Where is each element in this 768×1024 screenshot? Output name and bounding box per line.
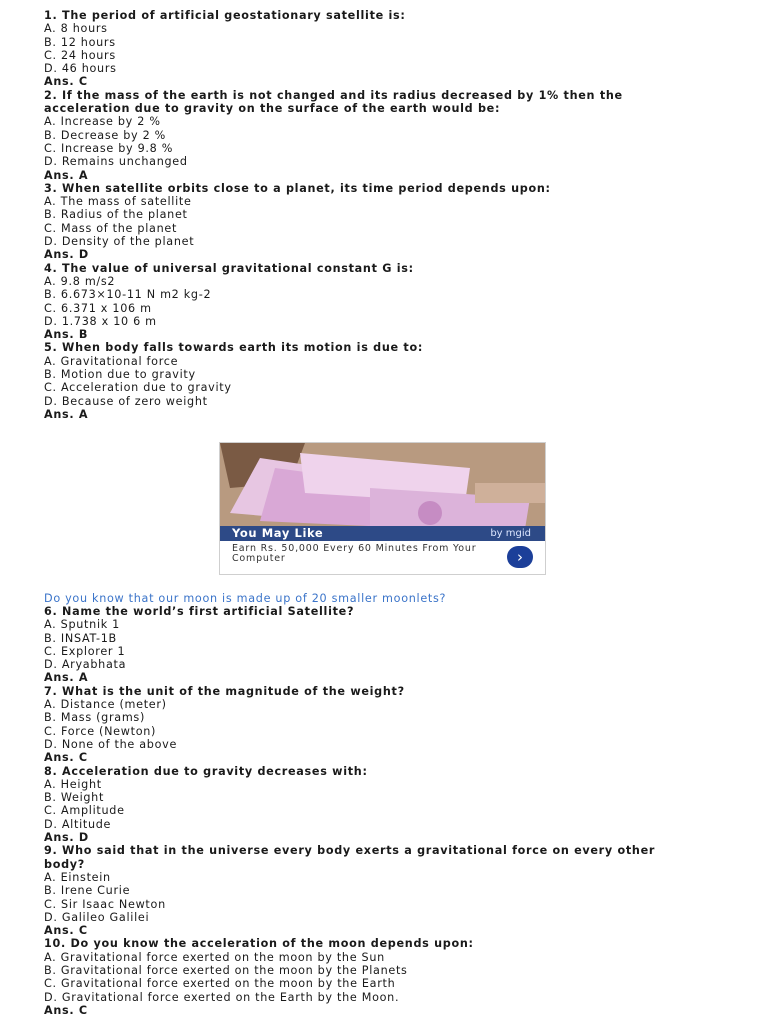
answer-text: Ans. A (44, 168, 89, 182)
option-text: D. Because of zero weight (44, 394, 208, 408)
answer-text: Ans. B (44, 328, 89, 342)
answer-text: Ans. D (44, 248, 89, 262)
answer-text: Ans. C (44, 1003, 88, 1017)
ad-banknotes-image[interactable] (220, 443, 545, 529)
option-text: C. Gravitational force exerted on the moon by the Earth (44, 977, 396, 991)
option-text: D. 1.738 x 10 6 m (44, 314, 157, 328)
option-text: A. Height (44, 777, 102, 791)
option-text: C. Acceleration due to gravity (44, 381, 232, 395)
answer-text: Ans. C (44, 924, 88, 938)
question-text: 10. Do you know the acceleration of the moon depends upon: (44, 937, 474, 951)
option-text: B. Gravitational force exerted on the moon by the Planets (44, 964, 408, 978)
option-text: D. 46 hours (44, 62, 117, 76)
option-text: B. Irene Curie (44, 884, 131, 898)
option-text: D. Gravitational force exerted on the Earth by the Moon. (44, 990, 400, 1004)
ad-arrow-button[interactable]: › (507, 546, 533, 568)
option-text: C. Sir Isaac Newton (44, 897, 166, 911)
answer-text: Ans. A (44, 407, 89, 421)
option-text: B. Motion due to gravity (44, 368, 196, 382)
option-text: C. 6.371 x 106 m (44, 301, 152, 315)
question-text: 3. When satellite orbits close to a planet, its time period depends upon: (44, 181, 551, 195)
ad-title-bar (220, 526, 545, 541)
ad-text[interactable]: Earn Rs. 50,000 Every 60 Minutes From Your Computer (232, 543, 477, 564)
question-text: 5. When body falls towards earth its motion is due to: (44, 341, 424, 355)
answer-text: Ans. C (44, 75, 88, 89)
question-text: body? (44, 857, 85, 871)
option-text: A. Gravitational force exerted on the moon by the Sun (44, 950, 385, 964)
option-text: C. Increase by 9.8 % (44, 141, 174, 155)
option-text: A. 9.8 m/s2 (44, 274, 116, 288)
option-text: A. Einstein (44, 870, 111, 884)
question-text: 1. The period of artificial geostationary satellite is: (44, 9, 406, 22)
answer-text: Ans. C (44, 751, 88, 765)
option-text: D. None of the above (44, 737, 178, 751)
option-text: C. Mass of the planet (44, 221, 178, 235)
option-text: B. 6.673×10-11 N m2 kg-2 (44, 288, 212, 302)
question-text: 4. The value of universal gravitational constant G is: (44, 261, 414, 275)
option-text: C. Force (Newton) (44, 724, 157, 738)
option-text: D. Density of the planet (44, 235, 195, 249)
question-text: 2. If the mass of the earth is not changed and its radius decreased by 1% then the (44, 88, 623, 102)
question-text: 9. Who said that in the universe every body exerts a gravitational force on every other (44, 844, 656, 858)
answer-text: Ans. D (44, 831, 89, 845)
question-text: acceleration due to gravity on the surface of the earth would be: (44, 102, 501, 116)
option-text: C. Amplitude (44, 804, 125, 818)
option-text: A. Sputnik 1 (44, 618, 120, 632)
option-text: A. The mass of satellite (44, 195, 192, 209)
option-text: A. Increase by 2 % (44, 115, 161, 129)
option-text: B. Weight (44, 791, 105, 805)
quiz-block-1 (44, 9, 734, 421)
option-text: A. 8 hours (44, 22, 108, 36)
option-text: A. Gravitational force (44, 354, 179, 368)
promo-link[interactable]: Do you know that our moon is made up of 20 smaller moonlets? (44, 592, 447, 605)
option-text: D. Remains unchanged (44, 155, 188, 169)
option-text: B. 12 hours (44, 35, 116, 49)
ad-title: You May Like (232, 526, 324, 540)
quiz-block-2 (44, 605, 734, 1017)
option-text: A. Distance (meter) (44, 698, 167, 712)
option-text: B. INSAT-1B (44, 631, 117, 645)
option-text: B. Radius of the planet (44, 208, 188, 222)
option-text: B. Decrease by 2 % (44, 128, 166, 142)
option-text: D. Altitude (44, 817, 112, 831)
option-text: C. Explorer 1 (44, 644, 126, 658)
answer-text: Ans. A (44, 671, 89, 685)
ad-widget[interactable] (219, 442, 546, 575)
option-text: B. Mass (grams) (44, 711, 146, 725)
question-text: 8. Acceleration due to gravity decreases with: (44, 764, 368, 778)
ad-brand: by mgid (490, 528, 531, 539)
option-text: D. Galileo Galilei (44, 910, 150, 924)
option-text: C. 24 hours (44, 48, 116, 62)
question-text: 6. Name the world’s first artificial Satellite? (44, 605, 355, 618)
question-text: 7. What is the unit of the magnitude of the weight? (44, 684, 405, 698)
option-text: D. Aryabhata (44, 658, 127, 672)
